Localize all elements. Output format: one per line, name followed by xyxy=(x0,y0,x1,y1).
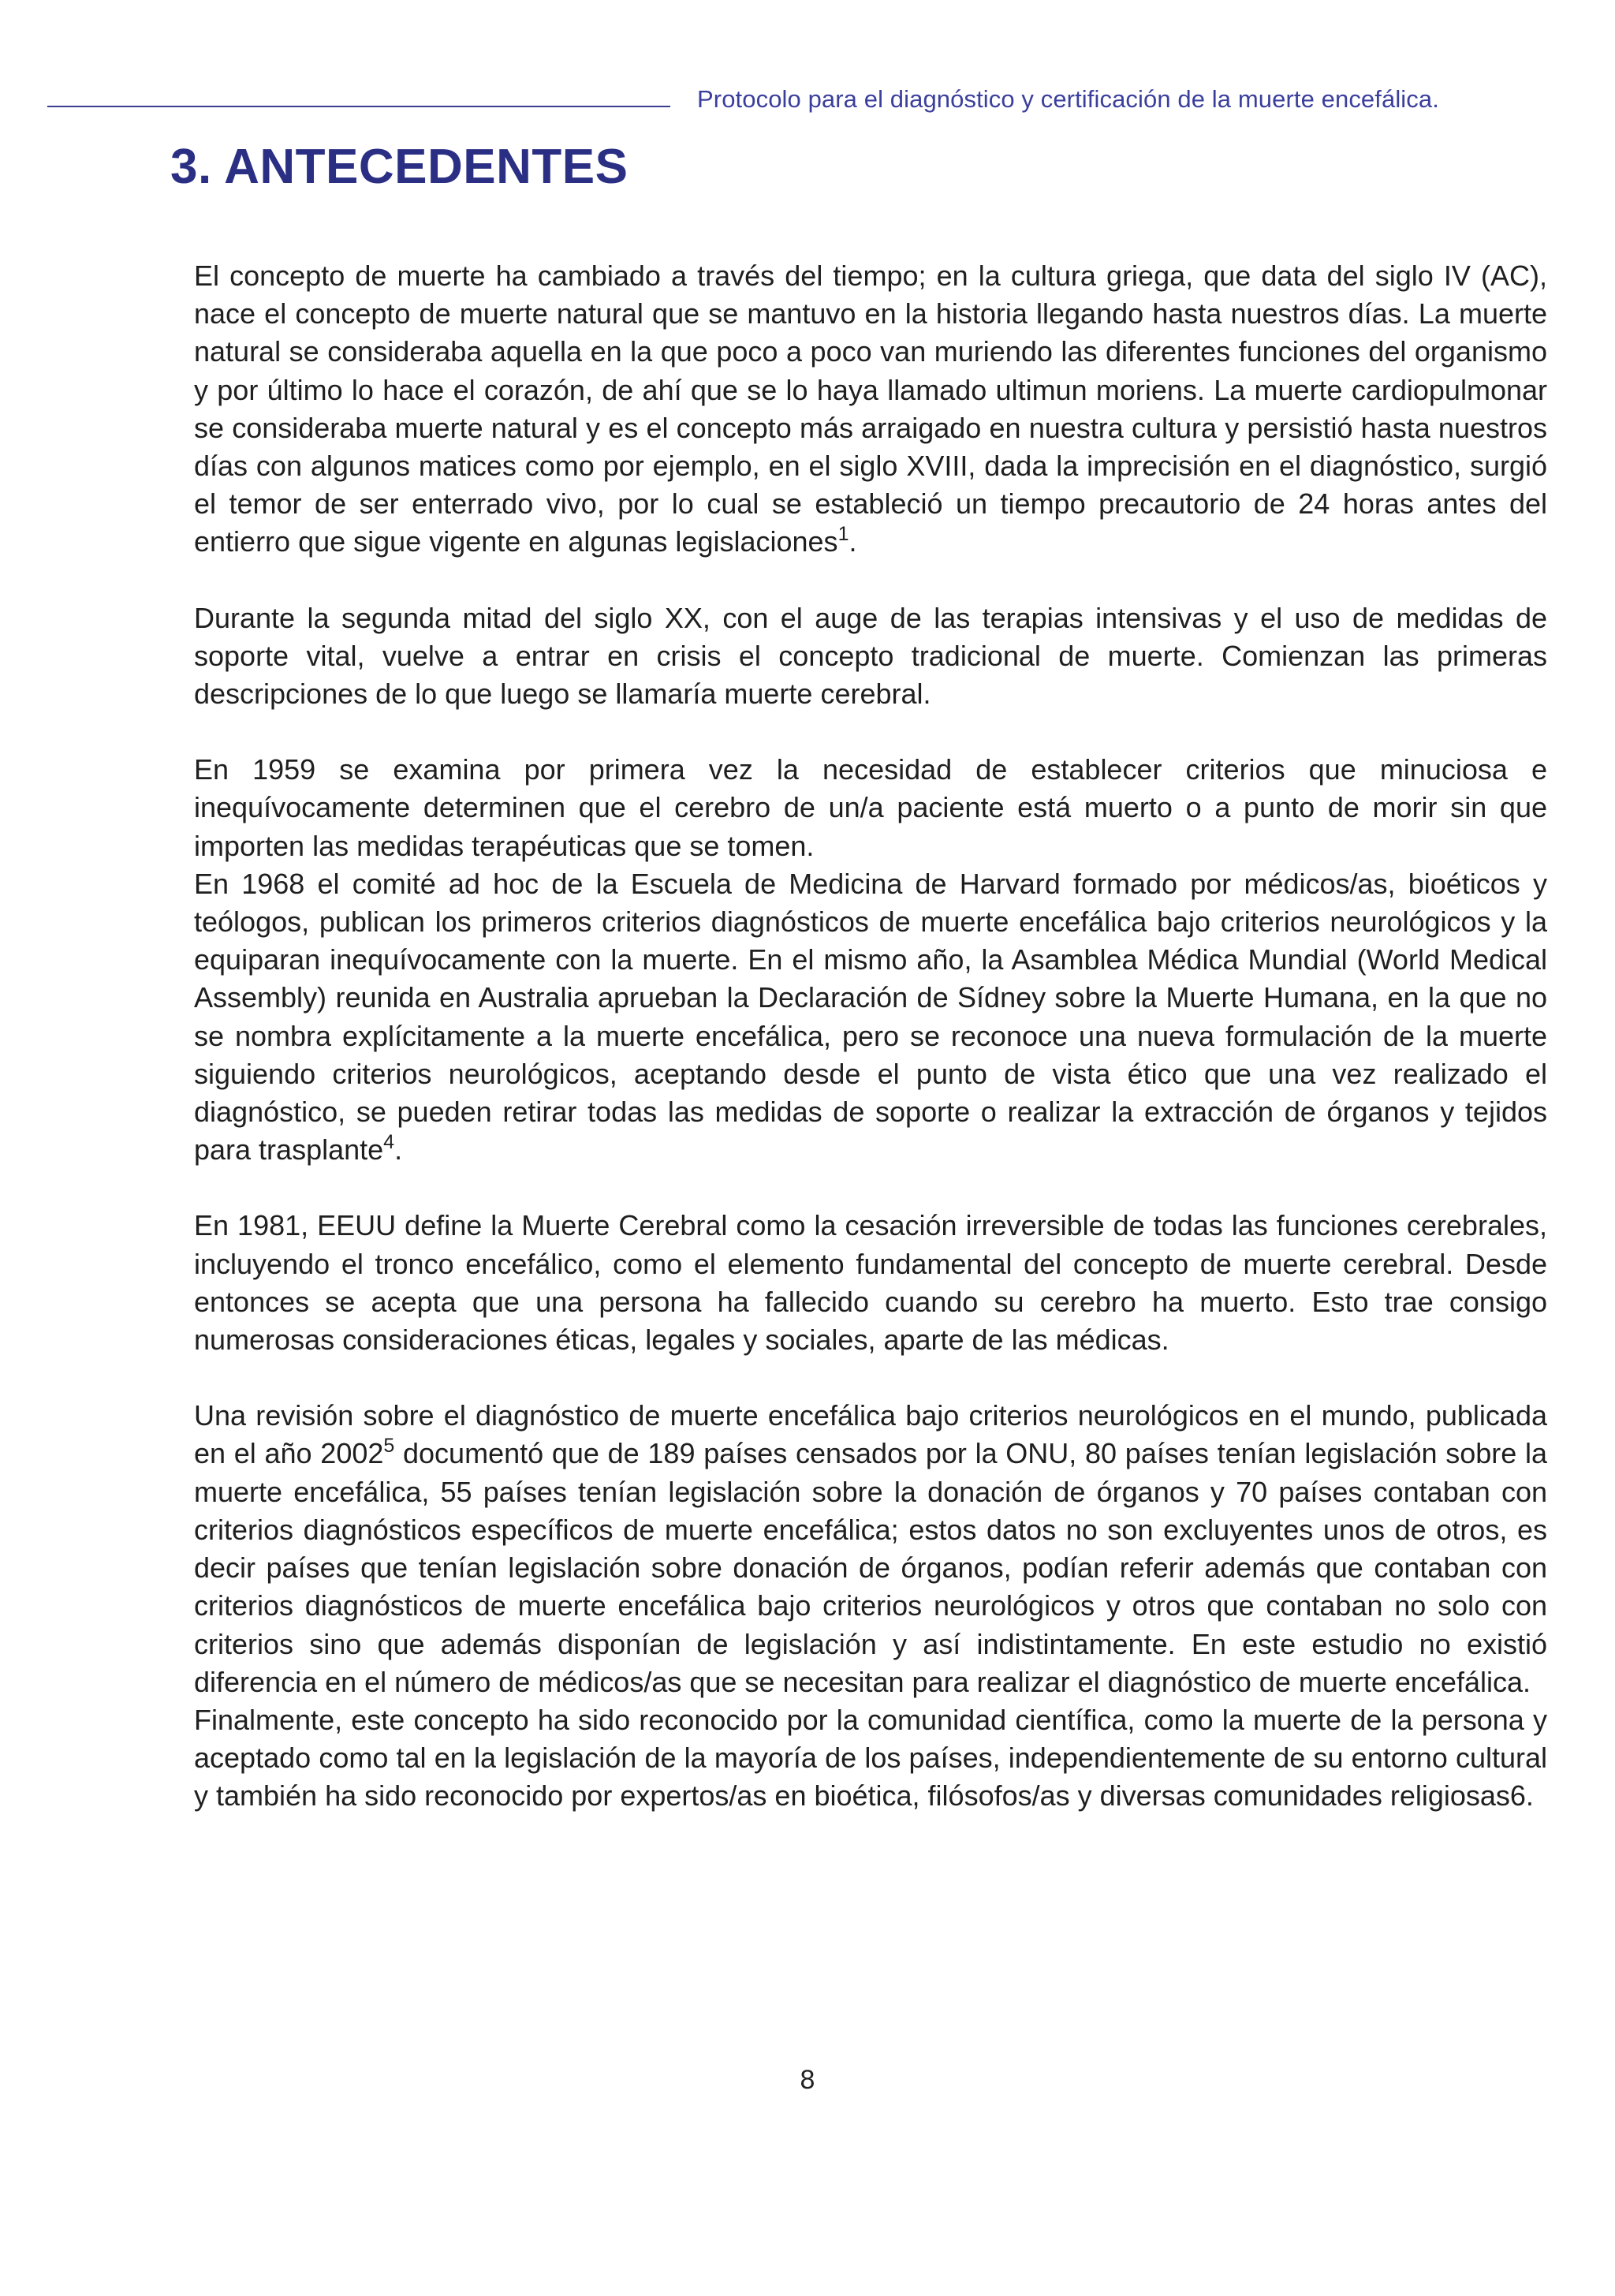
running-header: Protocolo para el diagnóstico y certificación de la muerte encefálica. xyxy=(697,85,1439,113)
paragraph-text: En 1959 se examina por primera vez la necesidad de establecer criterios que minuciosa e inequívocamente determinen que el cerebro de un/a paciente está muerto o a punto de morir sin que importen las medidas terapéuticas que se tomen. xyxy=(194,753,1547,862)
paragraph-text: En 1981, EEUU define la Muerte Cerebral como la cesación irreversible de todas las funciones cerebrales, incluyendo el tronco encefálico, como el elemento fundamental del concepto de muerte cerebral. Desde entonces se acepta que una persona ha fallecido cuando su cerebro ha muerto. Esto trae consigo numerosas consideraciones éticas, legales y sociales, aparte de las médicas. xyxy=(194,1209,1547,1357)
paragraph-history xyxy=(194,257,1547,562)
paragraph-1981 xyxy=(194,1207,1547,1359)
paragraph-text-tail: . xyxy=(849,525,857,558)
paragraph-conclusion xyxy=(194,1701,1547,1816)
section-title: 3. ANTECEDENTES xyxy=(170,140,628,194)
reference-marker: 1 xyxy=(837,523,849,546)
paragraph-text-tail: . xyxy=(394,1133,403,1167)
paragraph-1968 xyxy=(194,865,1547,1170)
page-number: 8 xyxy=(800,2065,815,2095)
reference-marker: 4 xyxy=(383,1131,395,1154)
paragraph-text-tail: documentó que de 189 países censados por la ONU, 80 países tenían legislación sobre la muerte encefálica, 55 países tenían legislación sobre la donación de órganos y 70 países contaban con criterios diagnósticos específicos de muerte encefálica; estos datos no son excluyentes unos de otros, es decir países que tenían legislación sobre donación de órganos, podían referir además que contaban con criterios diagnósticos de muerte encefálica bajo criterios neurológicos y otros que contaban no solo con criterios sino que además disponían de legislación y así indistintamente. En este estudio no existió diferencia en el número de médicos/as que se necesitan para realizar el diagnóstico de muerte encefálica. xyxy=(194,1437,1548,1698)
paragraph-review-2002 xyxy=(194,1397,1547,1701)
reference-marker: 5 xyxy=(383,1435,395,1458)
header-rule xyxy=(47,106,670,107)
paragraph-text: El concepto de muerte ha cambiado a través del tiempo; en la cultura griega, que data del siglo IV (AC), nace el concepto de muerte natural que se mantuvo en la historia llegando hasta nuestros días. La muerte natural se consideraba aquella en la que poco a poco van muriendo las diferentes funciones del organismo y por último lo hace el corazón, de ahí que se lo haya llamado ultimun moriens. La muerte cardiopulmonar se consideraba muerte natural y es el concepto más arraigado en nuestra cultura y persistió hasta nuestros días con algunos matices como por ejemplo, en el siglo XVIII, dada la imprecisión en el diagnóstico, surgió el temor de ser enterrado vivo, por lo cual se estableció un tiempo precautorio de 24 horas antes del entierro que sigue vigente en algunas legislaciones xyxy=(194,259,1547,558)
paragraph-text: Una revisión sobre el diagnóstico de muerte encefálica bajo criterios neurológicos en el mundo, publicada en el año 2002 xyxy=(194,1399,1547,1470)
paragraph-text: En 1968 el comité ad hoc de la Escuela de Medicina de Harvard formado por médicos/as, bioéticos y teólogos, publican los primeros criterios diagnósticos de muerte encefálica bajo criterios neurológicos y la equiparan inequívocamente con la muerte. En el mismo año, la Asamblea Médica Mundial (World Medical Assembly) reunida en Australia aprueban la Declaración de Sídney sobre la Muerte Humana, en la que no se nombra explícitamente a la muerte encefálica, pero se reconoce una nueva formulación de la muerte siguiendo criterios neurológicos, aceptando desde el punto de vista ético que una vez realizado el diagnóstico, se pueden retirar todas las medidas de soporte o realizar la extracción de órganos y tejidos para trasplante xyxy=(194,867,1547,1167)
paragraph-1959 xyxy=(194,751,1547,865)
paragraph-text: Durante la segunda mitad del siglo XX, con el auge de las terapias intensivas y el uso de medidas de soporte vital, vuelve a entrar en crisis el concepto tradicional de muerte. Comienzan las primeras descripciones de lo que luego se llamaría muerte cerebral. xyxy=(194,601,1547,711)
paragraph-twentieth-century xyxy=(194,599,1547,714)
paragraph-text: Finalmente, este concepto ha sido reconocido por la comunidad científica, como la muerte de la persona y aceptado como tal en la legislación de la mayoría de los países, independientemente de su entorno cultural y también ha sido reconocido por expertos/as en bioética, filósofos/as y diversas comunidades religiosas6. xyxy=(194,1703,1547,1813)
body-text xyxy=(194,257,1547,1816)
